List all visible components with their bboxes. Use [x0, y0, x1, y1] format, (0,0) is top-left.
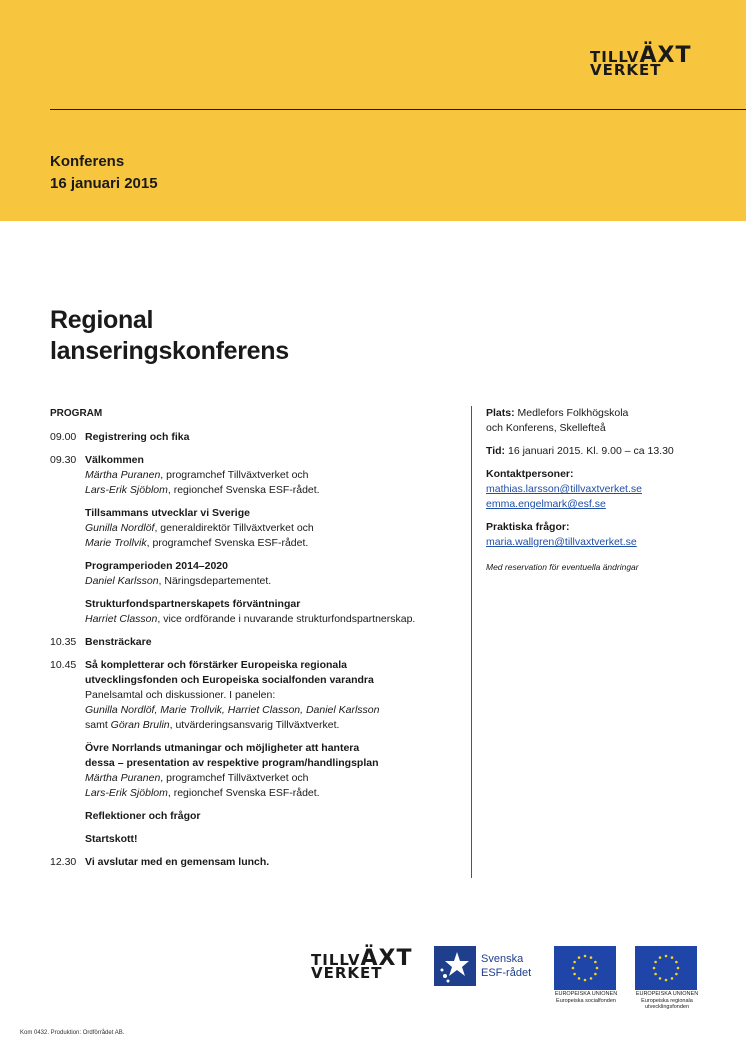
tillvaxtverket-logo: TILLVÄXT VERKET — [590, 43, 692, 79]
column-divider — [471, 406, 472, 878]
program-item: 09.30 Välkommen Märtha Puranen, programchef Tillväxtverket och Lars-Erik Sjöblom, regionchef Svenska ESF-rådet. Tillsammans utvecklar vi Sverige Gunilla Nordlöf, generaldirektör Tillväxtverket och Marie Trollvik, programchef Svenska ESF-rådet. Programperioden 2014–2020 Daniel Karlsson, Näringsdepartementet. Strukturfondspartnerskapets förväntningar Harriet Classon, vice ordförande i nuvarande strukturfondspartnerskap. — [50, 454, 416, 625]
eu-flag-icon — [635, 946, 697, 990]
esf-name-line2: ESF-rådet — [481, 967, 532, 979]
header-rule — [50, 109, 746, 110]
contact-email-link[interactable]: emma.engelmark@esf.se — [486, 498, 606, 510]
eu-caption: EUROPEISKA UNIONEN Europeiska regionala utvecklingsfonden — [635, 991, 699, 1010]
contacts-info: Kontaktpersoner: mathias.larsson@tillvaxtverket.se emma.engelmark@esf.se — [486, 468, 642, 510]
production-footer: Kom 0432. Produktion: Ordförrådet AB. — [20, 1030, 125, 1036]
info-section — [486, 406, 736, 575]
place-info: Plats: Medlefors Folkhögskola och Konferens, Skellefteå — [486, 407, 629, 434]
reservation-note: Med reservation för eventuella ändringar — [486, 562, 639, 572]
esf-name-line1: Svenska — [481, 953, 524, 965]
event-type: Konferens — [50, 153, 125, 170]
event-date: 16 januari 2015 — [50, 175, 158, 192]
eu-flag-icon — [554, 946, 616, 990]
program-item: 10.35 Bensträckare — [50, 636, 152, 648]
questions-email-link[interactable]: maria.wallgren@tillvaxtverket.se — [486, 536, 637, 548]
esf-star-icon — [434, 946, 476, 986]
contact-email-link[interactable]: mathias.larsson@tillvaxtverket.se — [486, 483, 642, 495]
time-info: Tid: 16 januari 2015. Kl. 9.00 – ca 13.30 — [486, 445, 674, 457]
program-item: 10.45 Så kompletterar och förstärker Europeiska regionala utvecklingsfonden och Europeiska socialfonden varandra Panelsamtal och diskussioner. I panelen: Gunilla Nordlöf, Marie Trollvik, Harriet Classon, Daniel Karlsson samt Göran Brulin, utvärderingsansvarig Tillväxtverket. Övre Norrlands utmaningar och möjligheter att hantera dessa – presentation av respektive program/handlingsplan Märtha Puranen, programchef Tillväxtverket och Lars-Erik Sjöblom, regionchef Svenska ESF-rådet. Reflektioner och frågor Startskott! — [50, 659, 380, 845]
eu-caption: EUROPEISKA UNIONEN Europeiska socialfonden — [554, 991, 618, 1004]
program-item: 09.00 Registrering och fika — [50, 431, 190, 443]
event-header — [50, 151, 158, 195]
program-item: 12.30 Vi avslutar med en gemensam lunch. — [50, 856, 270, 868]
program-section — [50, 406, 460, 878]
tillvaxtverket-logo-footer: TILLVÄXT VERKET — [311, 946, 413, 982]
questions-info: Praktiska frågor: maria.wallgren@tillvaxtverket.se — [486, 521, 637, 548]
program-heading: PROGRAM — [50, 408, 103, 419]
esf-logo — [434, 946, 531, 986]
page-title: Regional lanseringskonferens — [50, 306, 289, 365]
